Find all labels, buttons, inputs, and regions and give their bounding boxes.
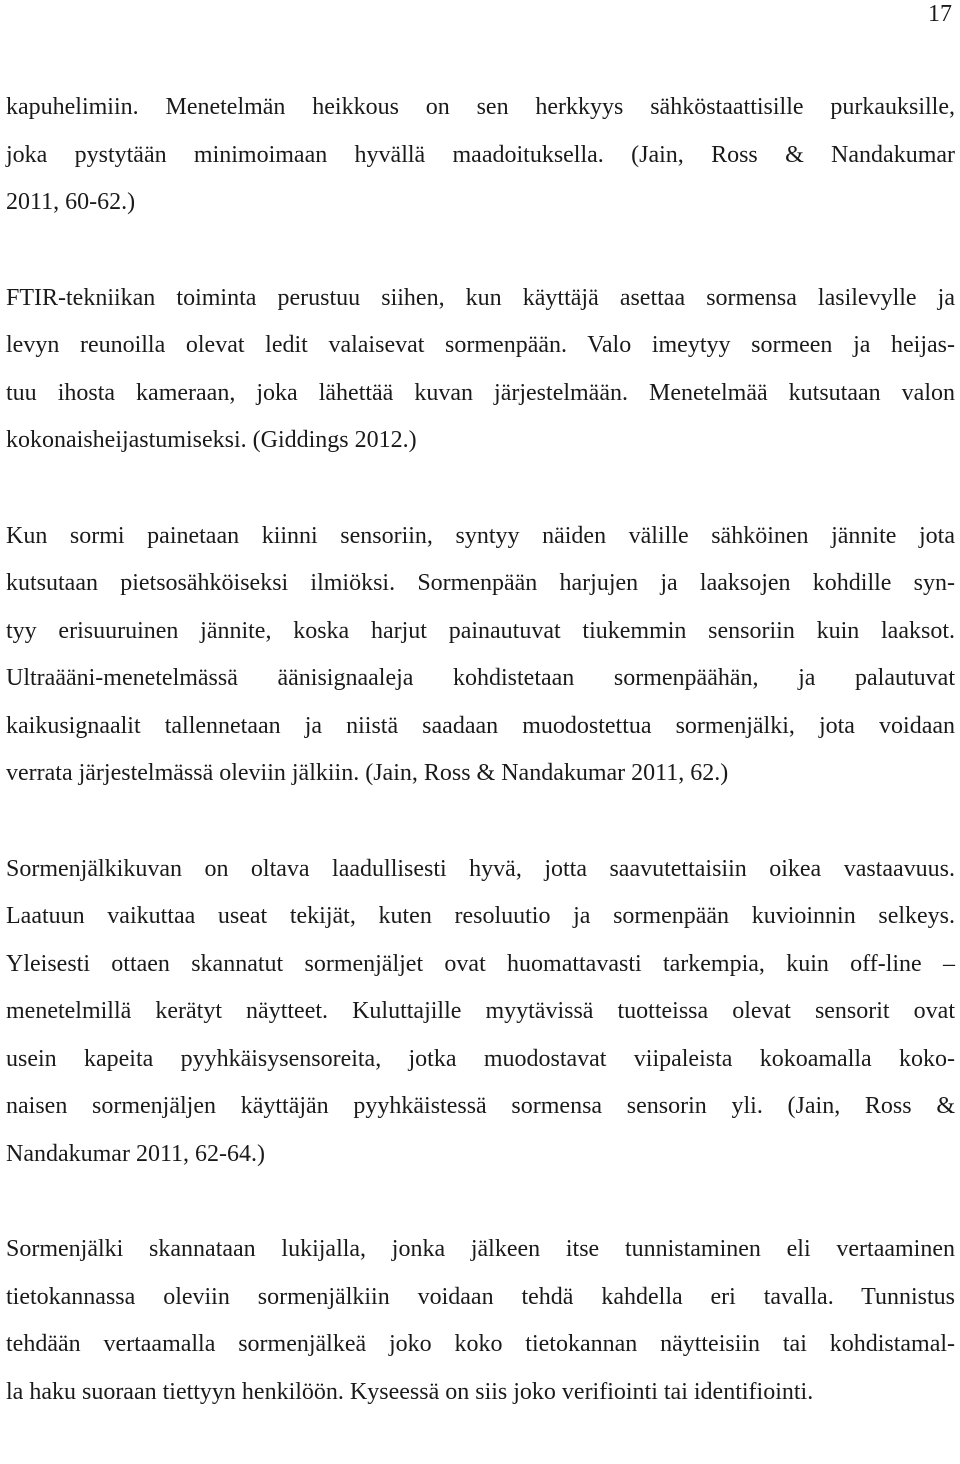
text-line: tietokannassa oleviin sormenjälkiin voidaan tehdä kahdella eri tavalla. Tunnistus [6,1283,955,1310]
text-line: Nandakumar 2011, 62-64.) [6,1140,266,1167]
text-line: la haku suoraan tiettyyn henkilöön. Kyseessä on siis joko verifiointi tai identifiointi. [6,1378,814,1405]
text-line: verrata järjestelmässä oleviin jälkiin. (Jain, Ross & Nandakumar 2011, 62.) [6,760,729,786]
text-line: naisen sormenjäljen käyttäjän pyyhkäistessä sormensa sensorin yli. (Jain, Ross & [6,1093,955,1119]
paragraph-4 [6,846,955,1179]
text-line: 2011, 60-62.) [6,189,136,215]
text-line: Yleisesti ottaen skannatut sormenjäljet ovat huomattavasti tarkempia, kuin off-line – [6,950,955,977]
paragraph-2 [6,275,955,465]
text-line: Kun sormi painetaan kiinni sensoriin, syntyy näiden välille sähköinen jännite jota [6,522,955,549]
text-line: kokonaisheijastumiseksi. (Giddings 2012.) [6,427,417,453]
paragraph-3 [6,513,955,798]
text-line: kapuhelimiin. Menetelmän heikkous on sen herkkyys sähköstaattisille purkauksille, [6,94,955,120]
text-line: Sormenjälkikuvan on oltava laadullisesti hyvä, jotta saavutettaisiin oikea vastaavuus. [6,855,955,882]
paragraph-5 [6,1226,955,1416]
text-line: tehdään vertaamalla sormenjälkeä joko koko tietokannan näytteisiin tai kohdistamal- [6,1331,955,1357]
text-line: kaikusignaalit tallennetaan ja niistä saadaan muodostettua sormenjälki, jota voidaan [6,712,955,739]
document-body [6,84,955,1464]
page-number: 17 [928,1,952,27]
text-line: tuu ihosta kameraan, joka lähettää kuvan järjestelmään. Menetelmää kutsutaan valon [6,379,955,406]
text-line: Laatuun vaikuttaa useat tekijät, kuten resoluutio ja sormenpään kuvioinnin selkeys. [6,903,955,929]
text-line: tyy erisuuruinen jännite, koska harjut painautuvat tiukemmin sensoriin kuin laaksot. [6,617,955,644]
text-line: joka pystytään minimoimaan hyvällä maadoituksella. (Jain, Ross & Nandakumar [6,141,955,168]
text-line: levyn reunoilla olevat ledit valaisevat sormenpään. Valo imeytyy sormeen ja heijas- [6,332,955,358]
text-line: FTIR-tekniikan toiminta perustuu siihen, kun käyttäjä asettaa sormensa lasilevylle ja [6,284,955,311]
text-line: usein kapeita pyyhkäisysensoreita, jotka muodostavat viipaleista kokoamalla koko- [6,1045,955,1072]
text-line: Sormenjälki skannataan lukijalla, jonka jälkeen itse tunnistaminen eli vertaaminen [6,1236,955,1262]
text-line: menetelmillä kerätyt näytteet. Kuluttajille myytävissä tuotteissa olevat sensorit ovat [6,998,955,1024]
paragraph-1 [6,84,955,227]
text-line: kutsutaan pietsosähköiseksi ilmiöksi. Sormenpään harjujen ja laaksojen kohdille syn- [6,570,955,596]
text-line: Ultraääni-menetelmässä äänisignaaleja kohdistetaan sormenpäähän, ja palautuvat [6,665,955,691]
